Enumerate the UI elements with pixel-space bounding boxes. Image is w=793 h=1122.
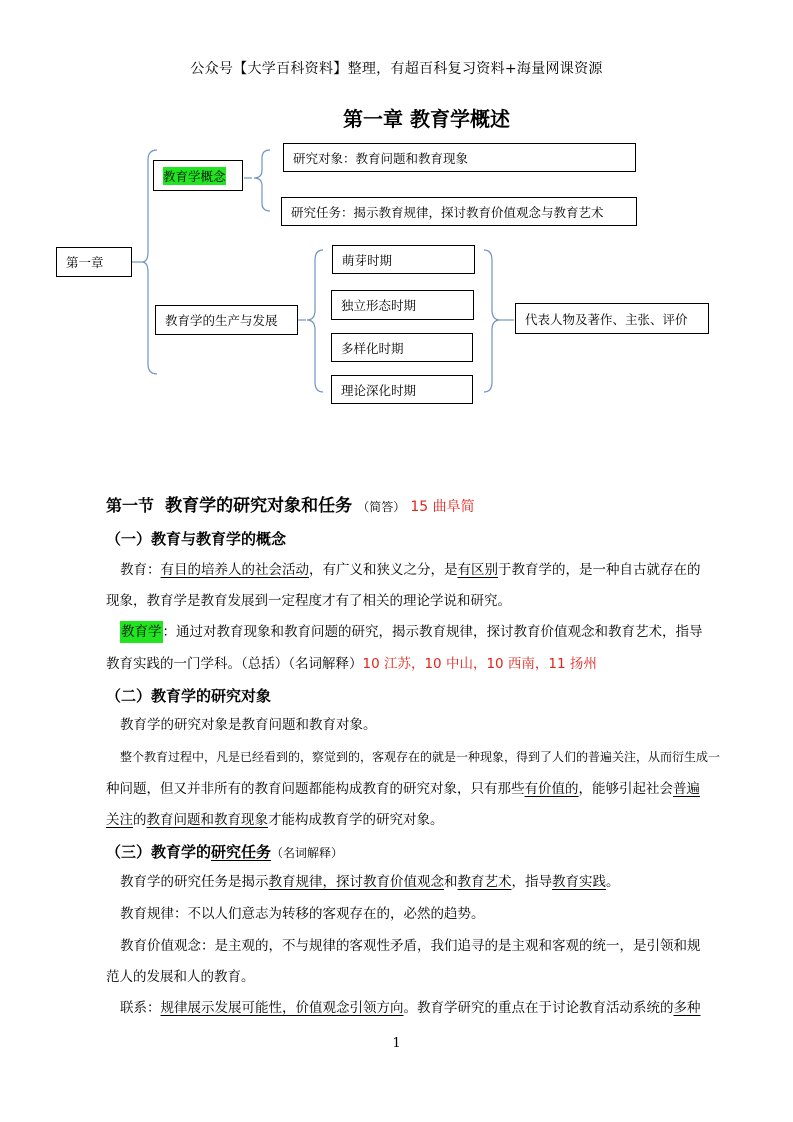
subsection-2-heading: （二）教育学的研究对象 bbox=[106, 687, 272, 705]
mindmap-period-1 bbox=[332, 245, 475, 274]
paragraph-relation bbox=[120, 998, 701, 1018]
mindmap-period-4-label: 理论深化时期 bbox=[341, 382, 417, 398]
underlined-text: 教育问题和教育现象 bbox=[146, 812, 268, 828]
underlined-text: 有价值的 bbox=[524, 781, 579, 797]
text: 教育学的研究任务是揭示 bbox=[120, 874, 269, 890]
paragraph-law: 教育规律：不以人们意志为转移的客观存在的，必然的趋势。 bbox=[120, 906, 485, 922]
mindmap-period-3 bbox=[331, 333, 473, 362]
mindmap-development bbox=[155, 305, 298, 335]
mindmap-period-3-label: 多样化时期 bbox=[341, 340, 404, 356]
paragraph-pedagogy-line1 bbox=[120, 622, 703, 642]
brace-concept bbox=[254, 150, 270, 211]
highlighted-term: 教育学 bbox=[120, 621, 163, 643]
subsection-1-heading: （一）教育与教育学的概念 bbox=[106, 530, 287, 548]
underlined-text: 规律展示发展可能性，价值观念引领方向 bbox=[160, 1000, 404, 1016]
mindmap-period-2 bbox=[331, 290, 474, 320]
mindmap-period-1-label: 萌芽时期 bbox=[342, 252, 393, 268]
paragraph-phenomena-line2 bbox=[106, 779, 700, 799]
mindmap-object-label: 研究对象：教育问题和教育现象 bbox=[293, 150, 469, 166]
chapter-title: 第一章 教育学概述 bbox=[343, 107, 510, 131]
brace-periods bbox=[484, 250, 500, 392]
heading-text: （三）教育学的 bbox=[106, 843, 212, 861]
mindmap-concept-label: 教育学概念 bbox=[163, 168, 226, 184]
page-number: 1 bbox=[392, 1036, 401, 1051]
section-heading bbox=[106, 491, 475, 516]
mindmap-period-4 bbox=[331, 375, 473, 404]
section-title: 教育学的研究对象和任务 bbox=[165, 496, 353, 516]
text: 。教育学研究的重点在于讨论教育活动系统的 bbox=[403, 1000, 674, 1016]
mindmap-root-label: 第一章 bbox=[66, 255, 104, 270]
paragraph-values-line2: 范人的发展和人的教育。 bbox=[106, 969, 255, 985]
mindmap-representatives-label: 代表人物及著作、主张、评价 bbox=[525, 311, 688, 327]
heading-note: （名词解释） bbox=[271, 846, 344, 860]
paragraph-education-line2: 现象，教育学是教育发展到一定程度才有了相关的理论学说和研究。 bbox=[106, 593, 511, 609]
text: 教育： bbox=[120, 562, 161, 578]
page-header: 公众号【大学百科资料】整理，有超百科复习资料+海量网课资源 bbox=[190, 61, 603, 77]
text: ，指导 bbox=[511, 874, 552, 890]
mindmap-root bbox=[56, 247, 132, 277]
underlined-text: 有区别 bbox=[457, 562, 498, 578]
mindmap-development-label: 教育学的生产与发展 bbox=[165, 313, 278, 328]
underlined-text: 教育实践 bbox=[552, 874, 606, 890]
paragraph-pedagogy-line2 bbox=[106, 654, 597, 674]
paragraph-task bbox=[120, 872, 620, 892]
subsection-3-heading bbox=[106, 841, 343, 862]
heading-underlined: 研究任务 bbox=[211, 843, 272, 861]
underlined-text: 关注 bbox=[106, 812, 133, 828]
mindmap-object bbox=[283, 143, 636, 172]
text: 和 bbox=[444, 874, 458, 890]
exam-reference: 10 江苏，10 中山，10 西南，11 扬州 bbox=[362, 656, 597, 672]
text: 才能构成教育学的研究对象。 bbox=[268, 812, 444, 828]
underlined-text: 教育规律，探讨教育价值观念 bbox=[268, 874, 444, 890]
underlined-text: 普遍 bbox=[673, 781, 700, 797]
text: 种问题，但又并非所有的教育问题都能构成教育的研究对象，只有那些 bbox=[106, 781, 525, 797]
mindmap-representatives bbox=[515, 303, 709, 334]
brace-development bbox=[307, 250, 323, 392]
text: 。 bbox=[606, 874, 620, 890]
section-exam: 15 曲阜简 bbox=[410, 499, 475, 515]
section-note: （简答） bbox=[357, 500, 406, 514]
paragraph-phenomena-line1: 整个教育过程中，凡是已经看到的，察觉到的，客观存在的就是一种现象，得到了人们的普遍关注，从而衍生成一 bbox=[120, 750, 721, 764]
paragraph-education-line1 bbox=[120, 560, 701, 580]
mindmap-task bbox=[281, 197, 637, 226]
underlined-text: 多种 bbox=[673, 1000, 701, 1016]
mindmap-task-label: 研究任务：揭示教育规律，探讨教育价值观念与教育艺术 bbox=[291, 204, 604, 220]
paragraph-object: 教育学的研究对象是教育问题和教育对象。 bbox=[120, 717, 377, 733]
text: ：通过对教育现象和教育问题的研究，揭示教育规律，探讨教育价值观念和教育艺术，指导 bbox=[162, 624, 703, 640]
paragraph-values-line1: 教育价值观念：是主观的，不与规律的客观性矛盾，我们追寻的是主观和客观的统一，是引领和规 bbox=[120, 938, 701, 954]
text: ，能够引起社会 bbox=[578, 781, 673, 797]
text: 于教育学的，是一种自古就存在的 bbox=[498, 562, 701, 578]
text: ，有广义和狭义之分，是 bbox=[309, 562, 458, 578]
underlined-text: 教育艺术 bbox=[457, 874, 512, 890]
text: 的 bbox=[133, 812, 147, 828]
underlined-text: 有目的培养人的社会活动 bbox=[160, 562, 309, 578]
mindmap-concept bbox=[153, 160, 243, 191]
paragraph-phenomena-line3 bbox=[106, 810, 444, 830]
section-label: 第一节 bbox=[106, 496, 155, 515]
text: 教育实践的一门学科。（总括）（名词解释） bbox=[106, 656, 363, 672]
text: 联系： bbox=[120, 1000, 161, 1016]
mindmap-period-2-label: 独立形态时期 bbox=[341, 298, 417, 313]
